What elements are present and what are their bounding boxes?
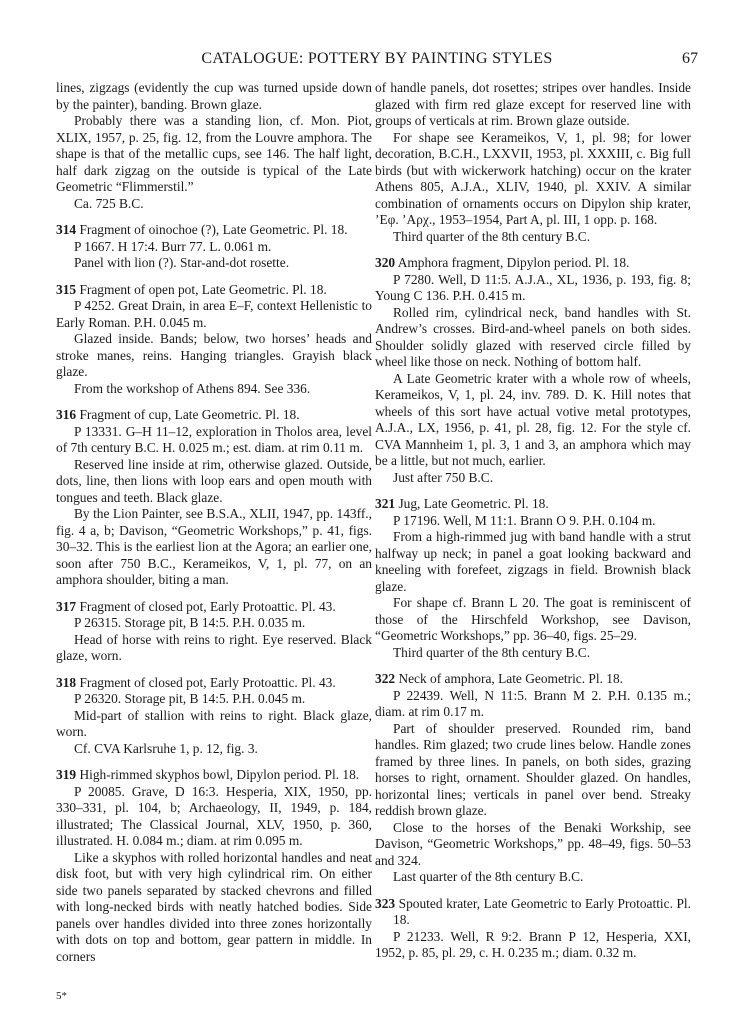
- body-paragraph: Rolled rim, cylindrical neck, band handles with St. Andrew’s crosses. Bird-and-wheel panels on both sides. Shoulder solidly glazed with reserved circle filled by wheel like those on neck. Nothing of bottom half.: [375, 304, 691, 369]
- entry-gap: [56, 212, 372, 222]
- entry-gap: [375, 661, 691, 671]
- entry-number: 316: [56, 407, 77, 422]
- entry-number: 314: [56, 222, 77, 237]
- body-paragraph: From a high-rimmed jug with band handle with a strut halfway up neck; in panel a goat looking backward and kneeling with forefeet, zigzags in field. Brownish black glaze.: [375, 529, 691, 594]
- catalogue-entry-heading: 315 Fragment of open pot, Late Geometric. Pl. 18.: [56, 281, 327, 297]
- catalogue-entry-heading: 316 Fragment of cup, Late Geometric. Pl. 18.: [56, 407, 300, 422]
- body-paragraph: P 20085. Grave, D 16:3. Hesperia, XIX, 1950, pp. 330–331, pl. 104, b; Archaeology, II, 1949, p. 184, illustrated; The Classical Journal, XLV, 1950, p. 360, illustrated. H. 0.084 m.; diam. at rim 0.095 m.: [56, 783, 372, 848]
- catalogue-entry-heading: 314 Fragment of oinochoe (?), Late Geometric. Pl. 18.: [56, 222, 348, 237]
- body-paragraph: Reserved line inside at rim, otherwise glazed. Outside, dots, line, then lions with loop ears and open mouth with tongues and teeth. Black glaze.: [56, 456, 372, 505]
- entry-gap: [56, 757, 372, 767]
- body-paragraph: Part of shoulder preserved. Rounded rim, band handles. Rim glazed; two crude lines below. Handle zones framed by three lines. In panels, on both sides, grazing horses to right, ornament. Shoulder glazed. On handles, horizontal lines; verticals in panel over bend. Streaky reddish brown glaze.: [375, 720, 691, 818]
- entry-number: 315: [56, 281, 77, 297]
- body-paragraph: Glazed inside. Bands; below, two horses’ heads and stroke manes, reins. Hanging triangles. Grayish black glaze.: [56, 331, 372, 379]
- page-number: 67: [682, 50, 698, 67]
- catalogue-entry-heading: 319 High-rimmed skyphos bowl, Dipylon period. Pl. 18.: [56, 767, 360, 782]
- body-paragraph: Just after 750 B.C.: [393, 469, 494, 485]
- catalogue-entry-heading: 320 Amphora fragment, Dipylon period. Pl. 18.: [375, 255, 630, 270]
- catalogue-entry-heading: 321 Jug, Late Geometric. Pl. 18.: [375, 496, 549, 511]
- catalogue-entry-heading: 317 Fragment of closed pot, Early Protoattic. Pl. 43.: [56, 598, 336, 614]
- page-header-title: CATALOGUE: POTTERY BY PAINTING STYLES: [201, 50, 553, 67]
- entry-gap: [375, 245, 691, 255]
- body-paragraph: P 1667. H 17:4. Burr 77. L. 0.061 m.: [74, 238, 272, 254]
- body-paragraph: P 17196. Well, M 11:1. Brann O 9. P.H. 0.104 m.: [393, 512, 656, 528]
- body-paragraph: Head of horse with reins to right. Eye reserved. Black glaze, worn.: [56, 631, 372, 663]
- entry-gap: [375, 486, 691, 496]
- entry-number: 318: [56, 674, 77, 690]
- entry-number: 321: [375, 496, 396, 511]
- body-paragraph: Panel with lion (?). Star-and-dot rosette.: [74, 255, 290, 270]
- body-paragraph: For shape see Kerameikos, V, 1, pl. 98; for lower decoration, B.C.H., LXXVII, 1953, pl. XXXIII, c. Big full birds (but with wickerwork hatching) occur on the krater Athens 805, A.J.A., XLIV, 1940, pl. XXIV. A similar combination of ornaments occurs on Dipylon ship krater, ’Εφ. ’Αρχ., 1953–1954, Part A, pl. III, 1 opp. p. 168.: [375, 129, 691, 227]
- catalogue-entry-heading: 322 Neck of amphora, Late Geometric. Pl. 18.: [375, 671, 624, 686]
- body-paragraph: P 4252. Great Drain, in area E–F, context Hellenistic to Early Roman. P.H. 0.045 m.: [56, 298, 372, 330]
- body-paragraph: P 13331. G–H 11–12, exploration in Tholos area, level of 7th century B.C. H. 0.025 m.; est. diam. at rim 0.11 m.: [56, 423, 372, 455]
- entry-gap: [56, 272, 372, 282]
- body-paragraph: Mid-part of stallion with reins to right. Black glaze, worn.: [56, 707, 372, 739]
- body-paragraph: P 21233. Well, R 9:2. Brann P 12, Hesperia, XXI, 1952, p. 85, pl. 29, c. H. 0.235 m.; diam. 0.32 m.: [375, 928, 691, 960]
- body-paragraph: Ca. 725 B.C.: [74, 195, 144, 211]
- catalogue-entry-heading: 318 Fragment of closed pot, Early Protoattic. Pl. 43.: [56, 674, 336, 690]
- running-header: [56, 50, 698, 72]
- signature-mark: 5*: [56, 990, 67, 1002]
- body-paragraph: Third quarter of the 8th century B.C.: [393, 644, 591, 660]
- left-column: [56, 80, 372, 965]
- entry-number: 320: [375, 255, 396, 270]
- entry-number: 322: [375, 671, 396, 686]
- body-paragraph: A Late Geometric krater with a whole row of wheels, Kerameikos, V, 1, pl. 24, inv. 789. D. K. Hill notes that wheels of this sort have actual votive metal prototypes, A.J.A., LX, 1956, p. 41, pl. 28, fig. 12. For the style cf. CVA Mannheim 1, pl. 3, 1 and 3, an amphora which may be a little, but not much, earlier.: [375, 370, 691, 468]
- entry-gap: [56, 665, 372, 675]
- body-paragraph: P 22439. Well, N 11:5. Brann M 2. P.H. 0.135 m.; diam. at rim 0.17 m.: [375, 687, 691, 719]
- body-paragraph: Probably there was a standing lion, cf. Mon. Piot, XLIX, 1957, p. 25, fig. 12, from the Louvre amphora. The shape is that of the metallic cups, see 146. The half light, half dark zigzag on the outside is typical of the Late Geometric “Flimmerstil.”: [56, 113, 372, 194]
- body-paragraph: From the workshop of Athens 894. See 336.: [74, 380, 311, 396]
- entry-number: 317: [56, 598, 77, 614]
- entry-gap: [375, 886, 691, 896]
- right-column: [375, 80, 691, 962]
- entry-number: 323: [375, 895, 396, 911]
- body-paragraph: Close to the horses of the Benaki Workship, see Davison, “Geometric Workshops,” pp. 48–49, figs. 50–53 and 324.: [375, 819, 691, 868]
- entry-number: 319: [56, 767, 77, 782]
- body-paragraph: Like a skyphos with rolled horizontal handles and neat disk foot, but with very high cylindrical rim. On either side two panels separated by stacked chevrons and filled with long-necked birds with neatly hatched bodies. Side panels over handles divided into three zones horizontally with dots on top and bottom, gear pattern in middle. In corners: [56, 849, 372, 964]
- body-paragraph: Cf. CVA Karlsruhe 1, p. 12, fig. 3.: [74, 740, 258, 756]
- body-paragraph: For shape cf. Brann L 20. The goat is reminiscent of those of the Hirschfeld Workshop, see Davison, “Geometric Workshops,” pp. 36–40, figs. 25–29.: [375, 595, 691, 643]
- body-paragraph: of handle panels, dot rosettes; stripes over handles. Inside glazed with firm red glaze except for reserved line with groups of verticals at rim. Brown glaze outside.: [375, 80, 691, 128]
- catalogue-entry-heading: 323 Spouted krater, Late Geometric to Early Protoattic. Pl. 18.: [375, 895, 691, 927]
- body-paragraph: lines, zigzags (evidently the cup was turned upside down by the painter), banding. Brown glaze.: [56, 80, 372, 112]
- body-paragraph: Last quarter of the 8th century B.C.: [393, 869, 584, 884]
- body-paragraph: Third quarter of the 8th century B.C.: [393, 228, 591, 244]
- body-paragraph: By the Lion Painter, see B.S.A., XLII, 1947, pp. 143ff., fig. 4 a, b; Davison, “Geometric Workshops,” p. 41, figs. 30–32. This is the earliest lion at the Agora; an earlier one, soon after 750 B.C., Kerameikos, V, 1, pl. 77, on an amphora shoulder, biting a man.: [56, 506, 372, 587]
- body-paragraph: P 26320. Storage pit, B 14:5. P.H. 0.045 m.: [74, 691, 306, 706]
- body-paragraph: P 26315. Storage pit, B 14:5. P.H. 0.035 m.: [74, 615, 306, 630]
- entry-gap: [56, 589, 372, 599]
- body-paragraph: P 7280. Well, D 11:5. A.J.A., XL, 1936, p. 193, fig. 8; Young C 136. P.H. 0.415 m.: [375, 271, 691, 303]
- entry-gap: [56, 397, 372, 407]
